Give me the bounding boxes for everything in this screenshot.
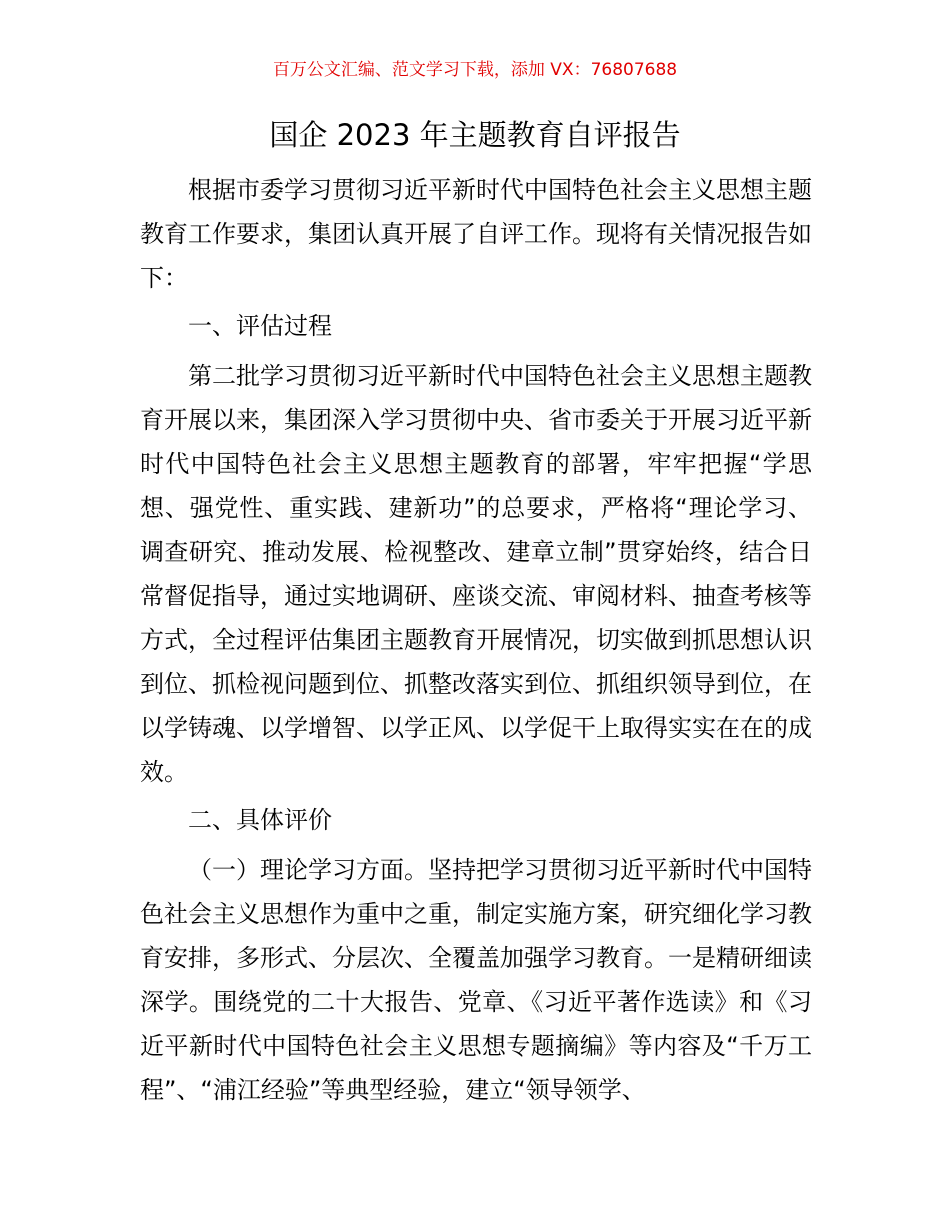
section-1-paragraph: 第二批学习贯彻习近平新时代中国特色社会主义思想主题教育开展以来，集团深入学习贯彻中央、省市委关于开展习近平新时代中国特色社会主义思想主题教育的部署，牢牢把握“学思想、强党性、重实践、建新功”的总要求，严格将“理论学习、调查研究、推动发展、检视整改、建章立制”贯穿始终，结合日常督促指导，通过实地调研、座谈交流、审阅材料、抽查考核等方式，全过程评估集团主题教育开展情况，切实做到抓思想认识到位、抓检视问题到位、抓整改落实到位、抓组织领导到位，在以学铸魂、以学增智、以学正风、以学促干上取得实实在在的成效。 [140,362,812,786]
intro-paragraph: 根据市委学习贯彻习近平新时代中国特色社会主义思想主题教育工作要求，集团认真开展了自评工作。现将有关情况报告如下： [140,176,812,292]
section-heading-1: 一、评估过程 [188,312,332,340]
section-heading-2: 二、具体评价 [188,806,332,834]
page-title: 国企 2023 年主题教育自评报告 [269,118,681,152]
section-2-paragraph: （一）理论学习方面。坚持把学习贯彻习近平新时代中国特色社会主义思想作为重中之重，制定实施方案，研究细化学习教育安排，多形式、分层次、全覆盖加强学习教育。一是精研细读深学。围绕党的二十大报告、党章、《习近平著作选读》和《习近平新时代中国特色社会主义思想专题摘编》等内容及“千万工程”、“浦江经验”等典型经验，建立“领导领学、 [140,856,812,1104]
header-notice: 百万公文汇编、范文学习下载，添加 VX：76807688 [272,60,678,80]
document-body [140,168,812,1116]
